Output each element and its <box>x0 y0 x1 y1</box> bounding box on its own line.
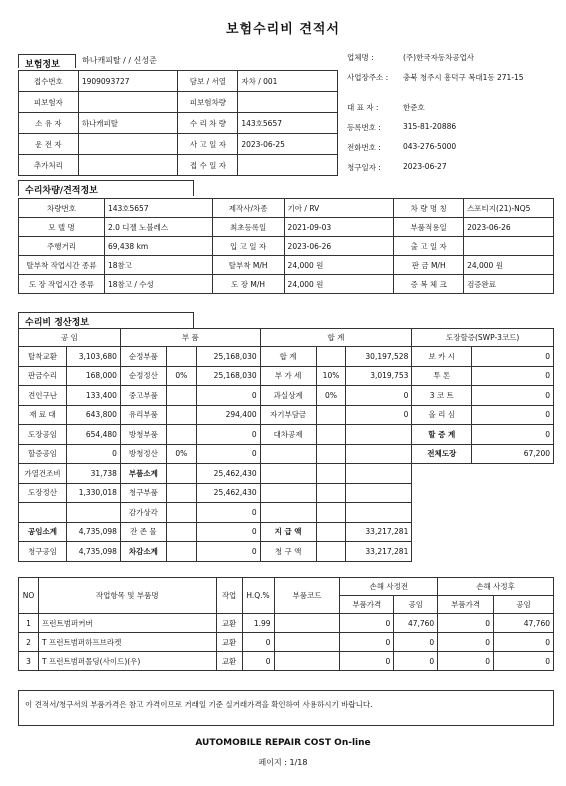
col-before: 손해 사정전 <box>340 578 438 596</box>
company-info <box>344 52 554 182</box>
parts-rate <box>166 464 196 484</box>
field-value: 기아 / RV <box>284 199 394 218</box>
settlement-row <box>19 366 554 386</box>
parts-label: 방청정산 <box>120 444 166 464</box>
labor-value: 168,000 <box>66 366 120 386</box>
field-value: 자차 / 001 <box>238 71 338 92</box>
parts-value: 294,400 <box>196 405 260 425</box>
total-rate <box>316 542 346 562</box>
field-value: 검증완료 <box>464 275 554 294</box>
company-value: 충북 청주시 흥덕구 복대1동 271-15 <box>403 73 524 82</box>
parts-label: 순정부품 <box>120 347 166 367</box>
labor-value <box>66 503 120 523</box>
parts-value: 0 <box>196 503 260 523</box>
total-rate: 10% <box>316 366 346 386</box>
insurance-row <box>19 134 338 155</box>
company-value: 315-81-20886 <box>403 122 457 131</box>
company-label: 등록번호 : <box>347 123 381 132</box>
item-no: 3 <box>19 652 39 671</box>
labor-label: 가열건조비 <box>19 464 67 484</box>
labor-value: 1,330,018 <box>66 483 120 503</box>
parts-value: 0 <box>196 444 260 464</box>
labor-label: 할증공임 <box>19 444 67 464</box>
total-label: 합 계 <box>260 347 316 367</box>
paint-header: 도장할증(SWP-3코드) <box>412 329 554 347</box>
company-label: 대 표 자 : <box>347 103 379 112</box>
field-label: 운 전 자 <box>19 134 79 155</box>
parts-value: 0 <box>196 386 260 406</box>
settlement-row <box>19 425 554 445</box>
col-work: 작업 <box>216 578 242 614</box>
total-rate <box>316 405 346 425</box>
parts-value: 25,462,430 <box>196 464 260 484</box>
item-labor-before: 0 <box>394 652 438 671</box>
total-value: 33,217,281 <box>346 522 412 542</box>
total-value <box>346 464 412 484</box>
company-value: 한준호 <box>403 103 425 112</box>
company-label: 업체명 : <box>347 53 374 62</box>
parts-rate <box>166 503 196 523</box>
field-label: 소 유 자 <box>19 113 79 134</box>
vehicle-row <box>19 256 554 275</box>
parts-rate <box>166 405 196 425</box>
total-header: 합 계 <box>260 329 412 347</box>
item-no: 1 <box>19 614 39 633</box>
total-value <box>346 483 412 503</box>
parts-rate <box>166 542 196 562</box>
field-label: 수 리 차 량 <box>178 113 238 134</box>
item-price-before: 0 <box>340 633 394 652</box>
paint-label: 전체도장 <box>412 444 472 464</box>
total-label: 청 구 액 <box>260 542 316 562</box>
item-labor-after: 47,760 <box>494 614 554 633</box>
company-label: 사업장주소 : <box>347 73 389 82</box>
labor-label: 공임소계 <box>19 522 67 542</box>
total-value: 0 <box>346 386 412 406</box>
page-number: 페이지 : 1/18 <box>258 758 308 767</box>
settlement-row <box>19 347 554 367</box>
paint-value: 0 <box>472 386 554 406</box>
parts-label: 유리부품 <box>120 405 166 425</box>
parts-value: 0 <box>196 522 260 542</box>
field-label: 부품적용일 <box>394 218 464 237</box>
item-work: 교환 <box>216 614 242 633</box>
field-label: 출 고 일 자 <box>394 237 464 256</box>
company-row <box>344 72 554 102</box>
field-label: 제작사/차종 <box>212 199 284 218</box>
settlement-section-title: 수리비 정산정보 <box>18 312 194 328</box>
field-label: 도 장 작업시간 종류 <box>19 275 105 294</box>
paint-value: 0 <box>472 366 554 386</box>
labor-value: 4,735,098 <box>66 542 120 562</box>
total-label: 지 급 액 <box>260 522 316 542</box>
insurance-section-title: 보험정보 <box>18 54 76 68</box>
field-value <box>238 155 338 176</box>
field-value: 24,000 원 <box>284 256 394 275</box>
field-value <box>78 155 178 176</box>
total-rate <box>316 483 346 503</box>
field-label: 입 고 일 자 <box>212 237 284 256</box>
item-hq: 0 <box>242 652 274 671</box>
parts-label: 차감소계 <box>120 542 166 562</box>
settlement-row <box>19 386 554 406</box>
field-value: 143호5657 <box>104 199 212 218</box>
company-row <box>344 162 554 182</box>
field-label: 피보험자 <box>19 92 79 113</box>
total-value: 0 <box>346 405 412 425</box>
col-no: NO <box>19 578 39 614</box>
item-name: T 프런트범퍼하프브라켓 <box>38 633 216 652</box>
total-label <box>260 464 316 484</box>
paint-label: 보 카 시 <box>412 347 472 367</box>
work-item-row <box>19 614 554 633</box>
field-label: 탈부착 작업시간 종류 <box>19 256 105 275</box>
field-label: 도 장 M/H <box>212 275 284 294</box>
field-value: 18참고 / 수성 <box>104 275 212 294</box>
company-value: 2023-06-27 <box>403 162 447 171</box>
paint-label: 올 리 심 <box>412 405 472 425</box>
parts-rate <box>166 386 196 406</box>
total-value <box>346 444 412 464</box>
field-value: 2.0 디젤 노블레스 <box>104 218 212 237</box>
total-rate <box>316 503 346 523</box>
parts-rate <box>166 483 196 503</box>
item-labor-before: 0 <box>394 633 438 652</box>
company-row <box>344 52 554 72</box>
item-labor-after: 0 <box>494 633 554 652</box>
labor-label: 견인구난 <box>19 386 67 406</box>
labor-label <box>19 503 67 523</box>
item-price-after: 0 <box>438 614 494 633</box>
item-code <box>274 633 340 652</box>
total-label <box>260 503 316 523</box>
total-label: 대차공제 <box>260 425 316 445</box>
item-name: T 프런트범퍼몰딩(사이드)(우) <box>38 652 216 671</box>
total-value <box>346 425 412 445</box>
labor-value: 643,800 <box>66 405 120 425</box>
labor-value: 3,103,680 <box>66 347 120 367</box>
item-no: 2 <box>19 633 39 652</box>
field-label: 최초등록일 <box>212 218 284 237</box>
company-row <box>344 142 554 162</box>
field-label: 증 복 체 크 <box>394 275 464 294</box>
paint-empty <box>412 464 554 562</box>
total-rate <box>316 347 346 367</box>
parts-label: 방청부품 <box>120 425 166 445</box>
parts-label: 잔 존 물 <box>120 522 166 542</box>
settlement-header-row <box>19 329 554 347</box>
field-value: 2023-06-25 <box>238 134 338 155</box>
field-value: 24,000 원 <box>464 256 554 275</box>
total-label: 과실상계 <box>260 386 316 406</box>
total-rate <box>316 522 346 542</box>
settlement-row <box>19 444 554 464</box>
company-label: 청구일자 : <box>347 163 381 172</box>
field-value <box>238 92 338 113</box>
parts-rate <box>166 347 196 367</box>
total-label <box>260 483 316 503</box>
vehicle-row <box>19 218 554 237</box>
parts-header: 부 품 <box>120 329 260 347</box>
total-label: 부 가 세 <box>260 366 316 386</box>
labor-label: 도장정산 <box>19 483 67 503</box>
field-label: 피보험차량 <box>178 92 238 113</box>
paint-value: 67,200 <box>472 444 554 464</box>
parts-value: 0 <box>196 425 260 445</box>
paint-label: 3 코 트 <box>412 386 472 406</box>
col-price-before: 부품가격 <box>340 596 394 614</box>
parts-rate: 0% <box>166 366 196 386</box>
company-label: 전화번호 : <box>347 143 381 152</box>
total-rate <box>316 425 346 445</box>
item-code <box>274 652 340 671</box>
items-header-row <box>19 578 554 596</box>
company-row <box>344 122 554 142</box>
labor-value: 4,735,098 <box>66 522 120 542</box>
field-value: 143호5657 <box>238 113 338 134</box>
total-value: 30,197,528 <box>346 347 412 367</box>
item-code <box>274 614 340 633</box>
field-value: 하나캐피탈 <box>78 113 178 134</box>
settlement-row <box>19 464 554 484</box>
notice-box: 이 견적서/청구서의 부품가격은 참고 가격이므로 거래일 기준 실거래가격을 확인하여 사용하시기 바랍니다. <box>18 690 554 726</box>
item-work: 교환 <box>216 633 242 652</box>
field-label: 모 델 명 <box>19 218 105 237</box>
settlement-row <box>19 405 554 425</box>
document-title: 보험수리비 견적서 <box>226 22 340 37</box>
field-value: 24,000 원 <box>284 275 394 294</box>
field-value: 2023-06-26 <box>464 218 554 237</box>
total-value <box>346 503 412 523</box>
field-label: 접 수 일 자 <box>178 155 238 176</box>
field-label: 사 고 일 자 <box>178 134 238 155</box>
work-item-row <box>19 652 554 671</box>
parts-rate: 0% <box>166 444 196 464</box>
field-value: 1909093727 <box>78 71 178 92</box>
field-value: 18참고 <box>104 256 212 275</box>
paint-label: 투 톤 <box>412 366 472 386</box>
labor-value: 31,738 <box>66 464 120 484</box>
parts-value: 25,168,030 <box>196 347 260 367</box>
col-labor-after: 공임 <box>494 596 554 614</box>
paint-value: 0 <box>472 347 554 367</box>
paint-label: 할 증 계 <box>412 425 472 445</box>
item-price-after: 0 <box>438 633 494 652</box>
parts-label: 부품소계 <box>120 464 166 484</box>
field-value <box>464 237 554 256</box>
vehicle-table <box>18 198 554 294</box>
parts-value: 25,462,430 <box>196 483 260 503</box>
field-value: 2023-06-26 <box>284 237 394 256</box>
col-after: 손해 사정후 <box>438 578 554 596</box>
company-row <box>344 102 554 122</box>
col-price-after: 부품가격 <box>438 596 494 614</box>
insurance-row <box>19 92 338 113</box>
field-label: 차 량 명 칭 <box>394 199 464 218</box>
paint-value: 0 <box>472 425 554 445</box>
item-hq: 0 <box>242 633 274 652</box>
item-price-before: 0 <box>340 652 394 671</box>
field-value <box>78 134 178 155</box>
total-value: 33,217,281 <box>346 542 412 562</box>
field-label: 판 금 M/H <box>394 256 464 275</box>
parts-rate <box>166 522 196 542</box>
field-value <box>78 92 178 113</box>
field-label: 추가처리 <box>19 155 79 176</box>
paint-value: 0 <box>472 405 554 425</box>
labor-value: 654,480 <box>66 425 120 445</box>
item-labor-before: 47,760 <box>394 614 438 633</box>
item-price-before: 0 <box>340 614 394 633</box>
item-price-after: 0 <box>438 652 494 671</box>
insurance-table <box>18 70 338 176</box>
total-label: 자기부담금 <box>260 405 316 425</box>
parts-label: 순정정산 <box>120 366 166 386</box>
labor-header: 공 임 <box>19 329 121 347</box>
labor-label: 탈착교환 <box>19 347 67 367</box>
footer-brand: AUTOMOBILE REPAIR COST On-line <box>195 738 371 748</box>
labor-label: 재 료 대 <box>19 405 67 425</box>
parts-value: 0 <box>196 542 260 562</box>
total-rate <box>316 464 346 484</box>
col-code: 부품코드 <box>274 578 340 614</box>
company-value: (주)한국자동차공업사 <box>403 53 475 62</box>
company-value: 043-276-5000 <box>403 142 457 151</box>
field-label: 주행거리 <box>19 237 105 256</box>
settlement-table <box>18 328 554 562</box>
labor-label: 판금수리 <box>19 366 67 386</box>
item-name: 프런트범퍼커버 <box>38 614 216 633</box>
insurance-row <box>19 155 338 176</box>
vehicle-row <box>19 199 554 218</box>
parts-label: 중고부품 <box>120 386 166 406</box>
item-work: 교환 <box>216 652 242 671</box>
field-value: 2021-09-03 <box>284 218 394 237</box>
labor-label: 도장공임 <box>19 425 67 445</box>
field-label: 탈부착 M/H <box>212 256 284 275</box>
field-value: 69,438 km <box>104 237 212 256</box>
vehicle-row <box>19 275 554 294</box>
labor-value: 133,400 <box>66 386 120 406</box>
total-value: 3,019,753 <box>346 366 412 386</box>
vehicle-section-title: 수리차량/견적정보 <box>18 180 194 196</box>
field-label: 접수번호 <box>19 71 79 92</box>
col-name: 작업항목 및 부품명 <box>38 578 216 614</box>
insurance-row <box>19 71 338 92</box>
field-label: 담보 / 서열 <box>178 71 238 92</box>
field-label: 차량번호 <box>19 199 105 218</box>
total-label <box>260 444 316 464</box>
field-value: 스포티지(21)-NQ5 <box>464 199 554 218</box>
col-labor-before: 공임 <box>394 596 438 614</box>
work-item-row <box>19 633 554 652</box>
item-hq: 1.99 <box>242 614 274 633</box>
col-hq: H.Q.% <box>242 578 274 614</box>
work-items-table <box>18 577 554 671</box>
parts-label: 감가상각 <box>120 503 166 523</box>
total-rate <box>316 444 346 464</box>
labor-value: 0 <box>66 444 120 464</box>
labor-label: 청구공임 <box>19 542 67 562</box>
parts-label: 청구부품 <box>120 483 166 503</box>
vehicle-row <box>19 237 554 256</box>
item-labor-after: 0 <box>494 652 554 671</box>
parts-rate <box>166 425 196 445</box>
insurance-summary: 하나캐피탈 / / 신성준 <box>82 56 157 65</box>
parts-value: 25,168,030 <box>196 366 260 386</box>
insurance-row <box>19 113 338 134</box>
total-rate: 0% <box>316 386 346 406</box>
